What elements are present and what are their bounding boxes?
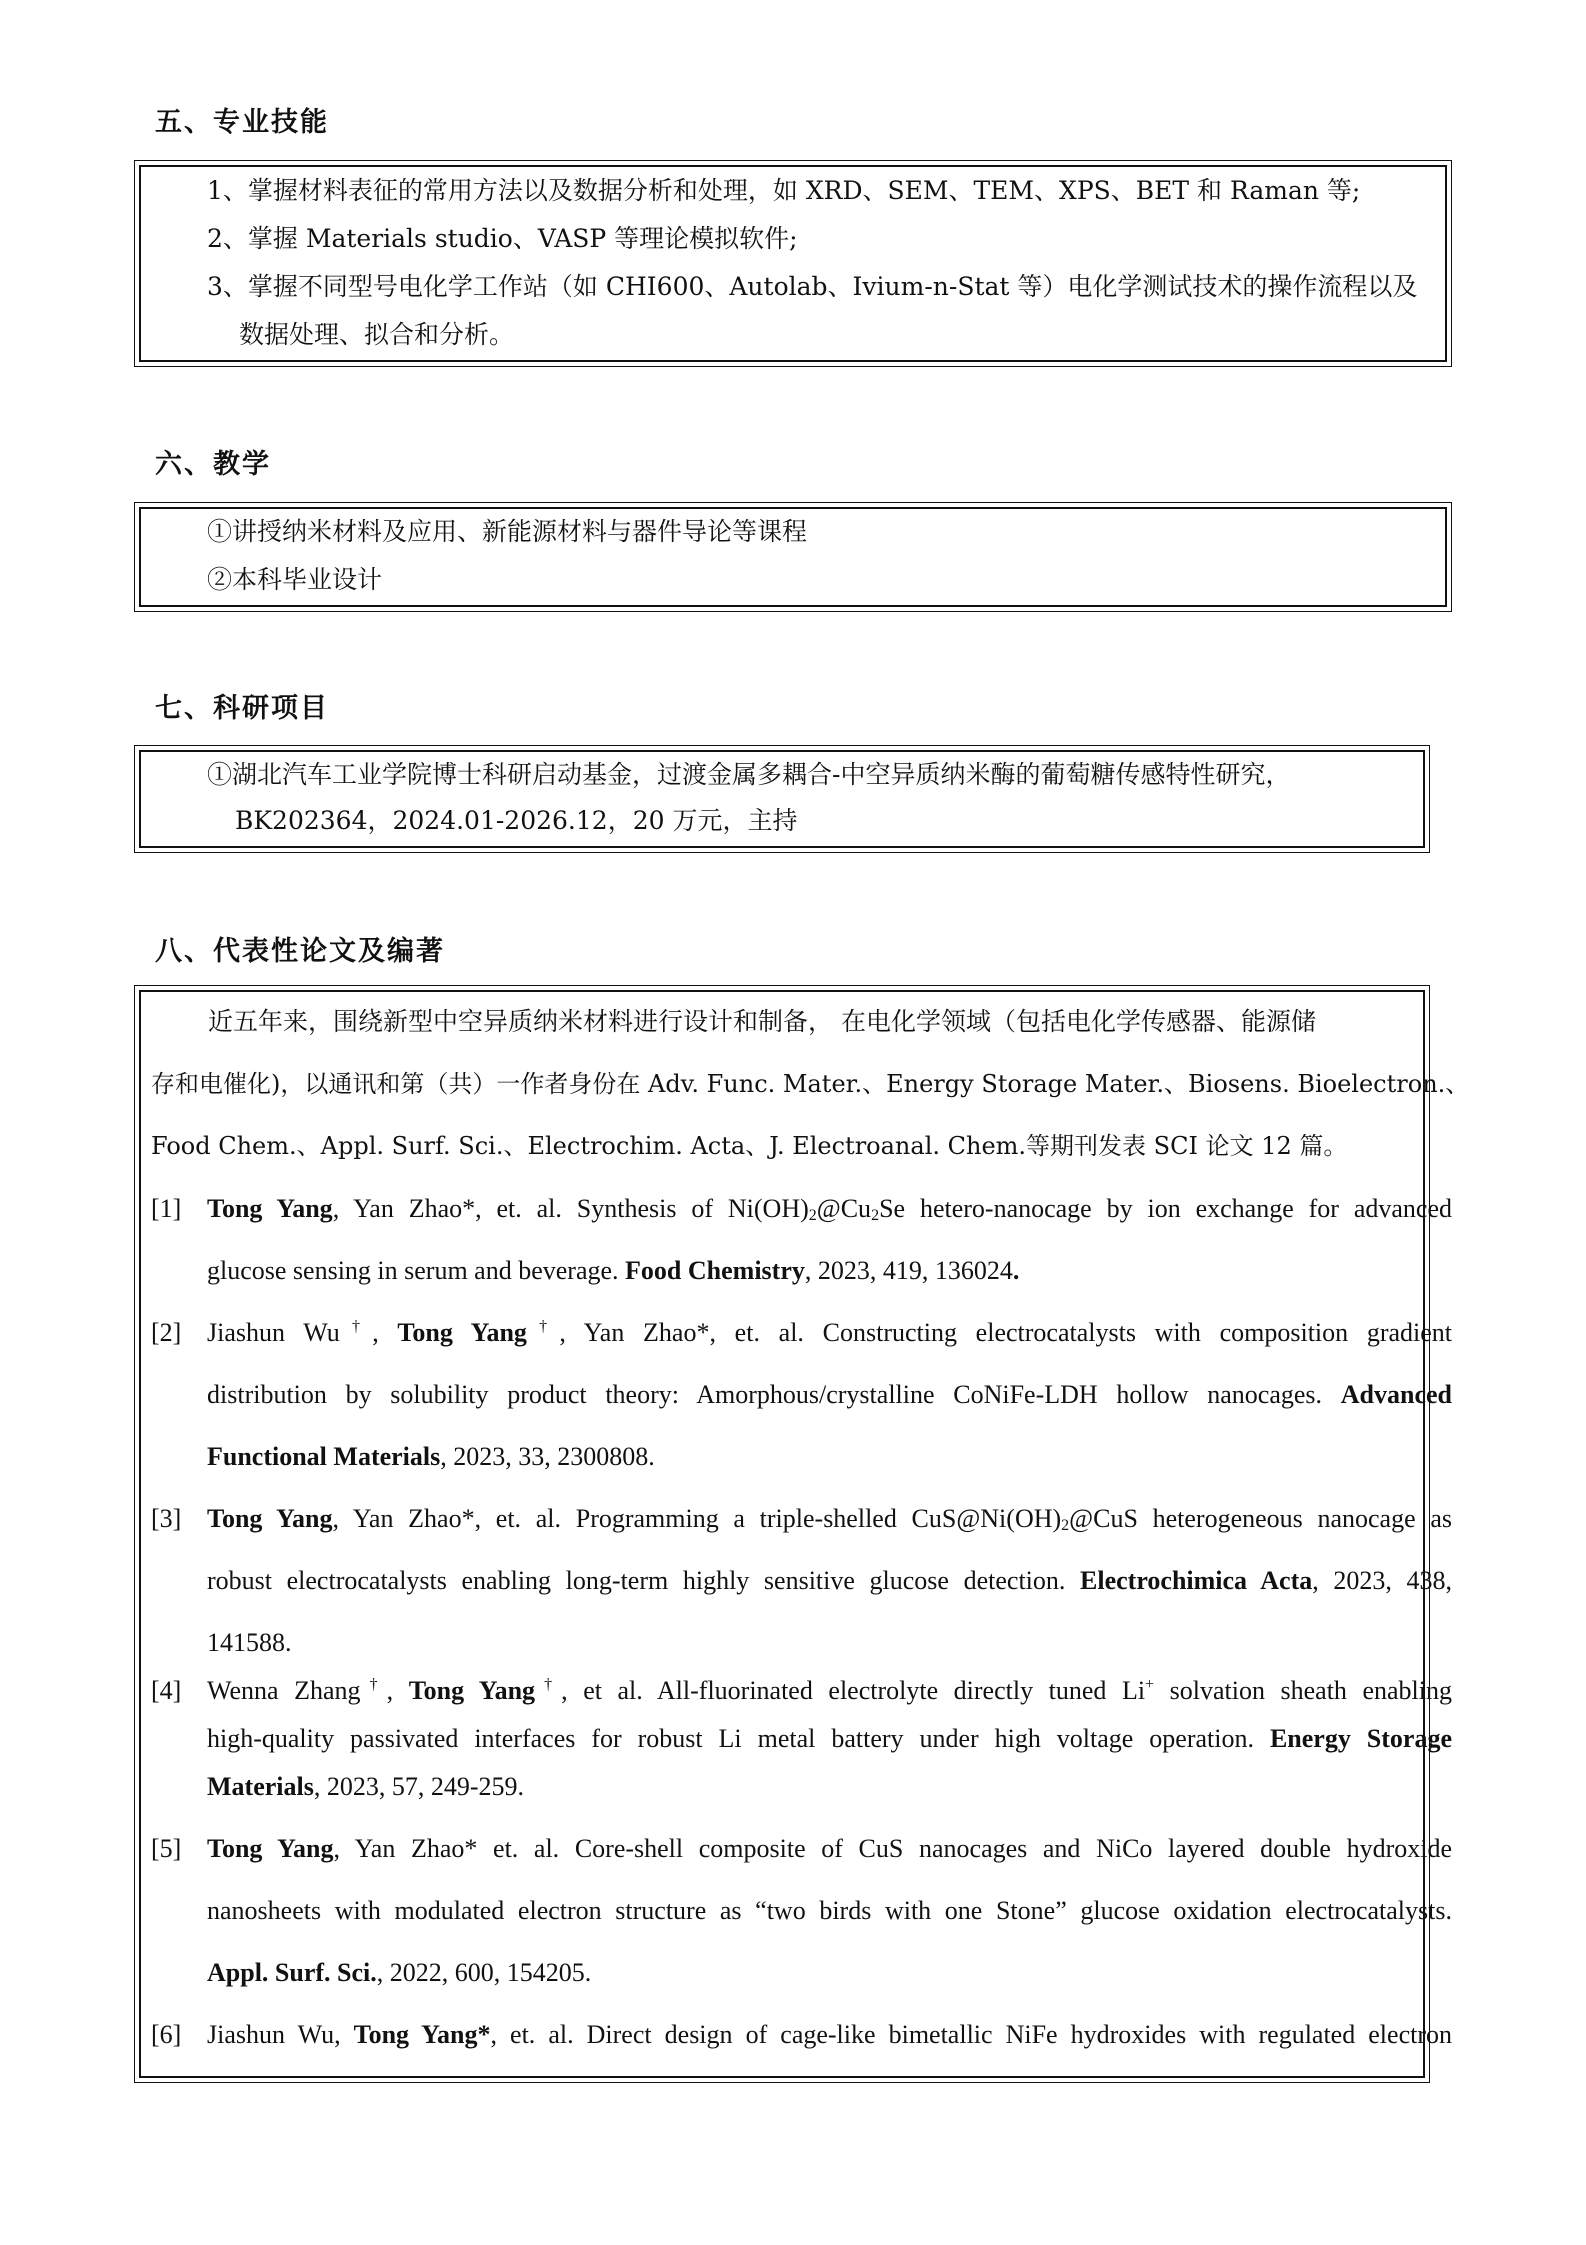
section-heading-projects: 七、科研项目 bbox=[155, 693, 329, 724]
ref-number: [4] bbox=[151, 1676, 182, 1705]
skills-item-2: 2、掌握 Materials studio、VASP 等理论模拟软件; bbox=[207, 224, 798, 253]
ref-text: , 2023, 57, 249-259. bbox=[313, 1772, 525, 1801]
ref-2-journal-cont: Functional Materials bbox=[207, 1442, 441, 1471]
ref-5-author: Tong Yang bbox=[207, 1834, 334, 1863]
papers-intro-line-1: 近五年来，围绕新型中空异质纳米材料进行设计和制备， 在电化学领域（包括电化学传感器、能源储 bbox=[208, 1007, 1316, 1036]
projects-item-1: ①湖北汽车工业学院博士科研启动基金，过渡金属多耦合-中空异质纳米酶的葡萄糖传感特性研究， bbox=[207, 760, 1291, 789]
projects-item-1-cont: BK202364，2024.01-2026.12，20 万元，主持 bbox=[235, 806, 798, 835]
projects-box bbox=[134, 745, 1430, 853]
ref-text: @Cu bbox=[816, 1194, 872, 1223]
ref-4-line-2 bbox=[207, 1724, 1452, 1754]
ref-text: , Yan Zhao*, et. al. Synthesis of Ni(OH) bbox=[332, 1194, 809, 1223]
teaching-box bbox=[134, 502, 1452, 612]
ref-number: [1] bbox=[151, 1194, 182, 1223]
ref-2-line-2 bbox=[207, 1380, 1452, 1410]
ref-5-line-2 bbox=[207, 1896, 1452, 1926]
ref-text: Jiashun Wu bbox=[207, 1318, 340, 1347]
ref-4-author: Tong Yang bbox=[408, 1676, 536, 1705]
ref-text: , Yan Zhao*, et. al. Programming a triple-shelled CuS@Ni(OH) bbox=[332, 1504, 1062, 1533]
ref-text: Wenna Zhang bbox=[207, 1676, 361, 1705]
ref-text: . bbox=[1012, 1256, 1020, 1285]
ref-superscript: † bbox=[535, 1676, 562, 1693]
ref-text: , 2023, 419, 136024 bbox=[804, 1256, 1013, 1285]
ref-text: , bbox=[372, 1318, 398, 1347]
ref-2-author: Tong Yang bbox=[397, 1318, 527, 1347]
ref-5-journal: Appl. Surf. Sci. bbox=[207, 1958, 377, 1987]
ref-4-journal-cont: Materials bbox=[207, 1772, 314, 1801]
ref-subscript: 2 bbox=[808, 1207, 817, 1224]
ref-4-line-1 bbox=[207, 1676, 1452, 1706]
ref-2-journal: Advanced bbox=[1340, 1380, 1452, 1409]
ref-number: [6] bbox=[151, 2020, 182, 2049]
ref-3-line-2 bbox=[207, 1566, 1452, 1596]
ref-text: Jiashun Wu, bbox=[207, 2020, 354, 2049]
ref-2-line-3 bbox=[207, 1442, 1452, 1472]
ref-3-author: Tong Yang bbox=[207, 1504, 333, 1533]
ref-subscript: 2 bbox=[1061, 1517, 1070, 1534]
ref-superscript: + bbox=[1145, 1676, 1155, 1693]
ref-text: distribution by solubility product theory: Amorphous/crystalline CoNiFe-LDH hollow nanocages. bbox=[207, 1380, 1341, 1409]
papers-intro-line-2: 存和电催化)，以通讯和第（共）一作者身份在 Adv. Func. Mater.、Energy Storage Mater.、Biosens. Bioelectron.、 bbox=[151, 1070, 1470, 1098]
ref-number: [5] bbox=[151, 1834, 182, 1863]
ref-text: , et al. All-fluorinated electrolyte directly tuned Li bbox=[561, 1676, 1146, 1705]
ref-3-line-1 bbox=[207, 1504, 1452, 1534]
section-heading-skills: 五、专业技能 bbox=[155, 107, 329, 138]
ref-number: [2] bbox=[151, 1318, 182, 1347]
ref-subscript: 2 bbox=[871, 1207, 880, 1224]
ref-superscript: † bbox=[339, 1318, 373, 1335]
skills-box bbox=[134, 160, 1452, 367]
ref-text: , et. al. Direct design of cage-like bimetallic NiFe hydroxides with regulated electron bbox=[490, 2020, 1452, 2049]
ref-4-line-3 bbox=[207, 1772, 1452, 1802]
ref-number: [3] bbox=[151, 1504, 182, 1533]
ref-1-line-1 bbox=[207, 1194, 1452, 1224]
ref-6-author: Tong Yang* bbox=[353, 2020, 491, 2049]
papers-intro-line-3: Food Chem.、Appl. Surf. Sci.、Electrochim. Acta、J. Electroanal. Chem.等期刊发表 SCI 论文 12 篇。 bbox=[151, 1132, 1348, 1160]
ref-5-line-3 bbox=[207, 1958, 1452, 1988]
ref-6-line-1 bbox=[207, 2020, 1452, 2050]
ref-text: high-quality passivated interfaces for robust Li metal battery under high voltage operation. bbox=[207, 1724, 1270, 1753]
ref-text: , Yan Zhao*, et. al. Constructing electrocatalysts with composition gradient bbox=[559, 1318, 1453, 1347]
ref-1-line-2 bbox=[207, 1256, 1452, 1286]
ref-text: , 2023, 438, bbox=[1312, 1566, 1453, 1595]
ref-text: Se hetero-nanocage by ion exchange for advanced bbox=[879, 1194, 1452, 1223]
ref-5-line-1 bbox=[207, 1834, 1452, 1864]
skills-item-3: 3、掌握不同型号电化学工作站（如 CHI600、Autolab、Ivium-n-Stat 等）电化学测试技术的操作流程以及 bbox=[207, 272, 1418, 301]
ref-text: , bbox=[386, 1676, 409, 1705]
ref-1-journal: Food Chemistry bbox=[625, 1256, 805, 1285]
ref-text: , Yan Zhao* et. al. Core-shell composite of CuS nanocages and NiCo layered double hydroxide bbox=[333, 1834, 1452, 1863]
ref-1-author: Tong Yang bbox=[207, 1194, 333, 1223]
section-heading-papers: 八、代表性论文及编著 bbox=[155, 936, 445, 967]
ref-superscript: † bbox=[360, 1676, 387, 1693]
ref-text: robust electrocatalysts enabling long-term highly sensitive glucose detection. bbox=[207, 1566, 1081, 1595]
ref-text: , 2022, 600, 154205. bbox=[376, 1958, 592, 1987]
skills-item-1: 1、掌握材料表征的常用方法以及数据分析和处理，如 XRD、SEM、TEM、XPS、BET 和 Raman 等; bbox=[207, 176, 1361, 205]
ref-text: nanosheets with modulated electron structure as “two birds with one Stone” glucose oxidation electrocatalysts. bbox=[207, 1896, 1452, 1925]
ref-text: solvation sheath enabling bbox=[1154, 1676, 1453, 1705]
teaching-item-2: ②本科毕业设计 bbox=[207, 565, 383, 594]
ref-text: , 2023, 33, 2300808. bbox=[440, 1442, 655, 1471]
ref-text: @CuS heterogeneous nanocage as bbox=[1069, 1504, 1452, 1533]
teaching-item-1: ①讲授纳米材料及应用、新能源材料与器件导论等课程 bbox=[207, 517, 808, 546]
ref-3-line-3: 141588. bbox=[207, 1628, 292, 1657]
skills-item-3-cont: 数据处理、拟合和分析。 bbox=[239, 320, 515, 349]
ref-2-line-1 bbox=[207, 1318, 1452, 1348]
ref-text: glucose sensing in serum and beverage. bbox=[207, 1256, 626, 1285]
ref-4-journal: Energy Storage bbox=[1269, 1724, 1452, 1753]
section-heading-teaching: 六、教学 bbox=[155, 449, 271, 480]
ref-superscript: † bbox=[526, 1318, 560, 1335]
ref-3-journal: Electrochimica Acta bbox=[1080, 1566, 1313, 1595]
